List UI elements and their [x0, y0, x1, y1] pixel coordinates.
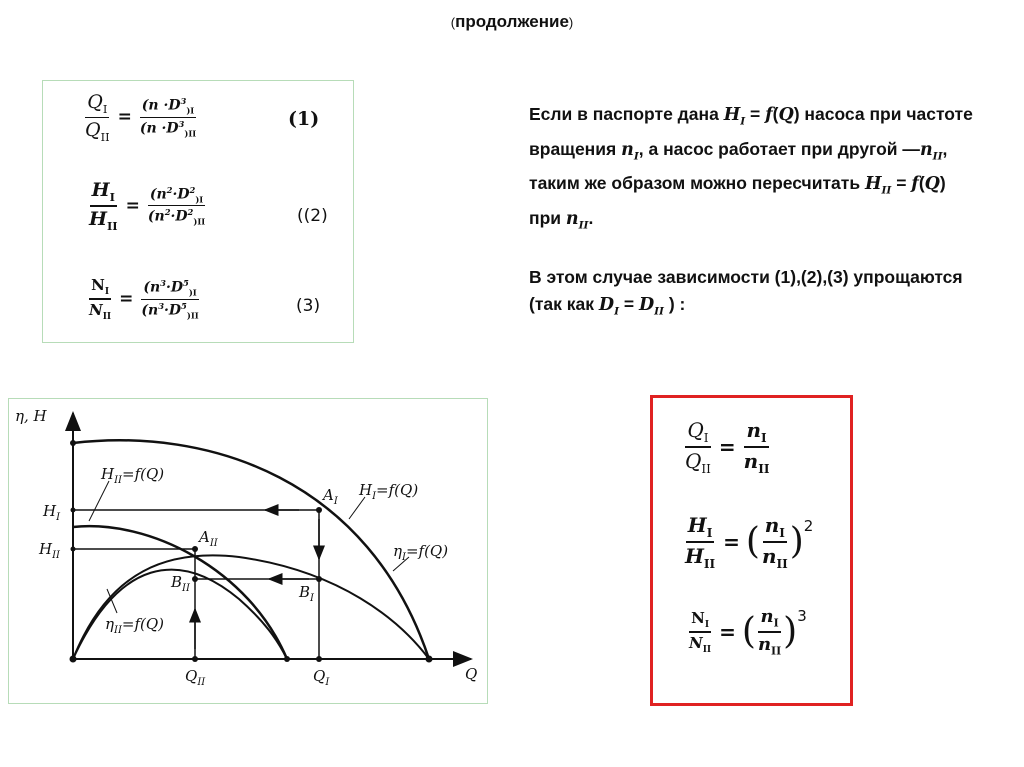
q2-tick-label: $Q_{II}$ — [185, 667, 206, 688]
point-b2-label: $B_{II}$ — [171, 573, 190, 594]
point-b1-label: $B_I$ — [299, 583, 314, 604]
formula-3: $\frac{N_I}{N_{II}}$ = $\frac{(n^3\cdot D^5_{)I}}{(n^3\cdot D^5_{)II}}$ — [89, 276, 199, 322]
curve-h2 — [73, 526, 287, 659]
formula-1: $\frac{Q_I}{Q_{II}}$ = $\frac{(n \cdot D^3_{)I}}{(n \cdot D^3_{)II}}$ — [85, 91, 197, 144]
pump-curves-svg — [9, 399, 487, 703]
h2-tick-label: $H_{II}$ — [39, 540, 60, 561]
simplified-formulas-box — [650, 395, 853, 706]
slide-title: (продолжение) — [450, 12, 574, 31]
formula-3-label: (3) — [296, 296, 321, 316]
y-axis-label: η, H — [15, 407, 47, 425]
h1-tick-label: $H_I$ — [43, 502, 61, 523]
explanation-paragraph-1: Если в паспорте дана $H_I = f(Q)$ насоса при частоте вращения $n_I$, а насос работает при другой $—n_{II}$, таким же образом можно пересчитать $H_{II} = f(Q)$ при $n_{II}$. — [529, 104, 973, 231]
curve-eta1 — [73, 555, 429, 659]
formula-1-label: (1) — [288, 108, 320, 130]
simplified-formula-1: $\frac{Q_I}{Q_{II}}$ = $\frac{n_I}{n_{II}}$ — [685, 418, 770, 476]
explanation-text — [529, 101, 979, 326]
q1-tick-label: $Q_I$ — [313, 667, 330, 688]
curve-eta2-label: $\eta_{II}=f(Q)$ — [105, 615, 165, 636]
formula-2: $\frac{H_I}{H_{II}}$ = $\frac{(n^2\cdot D^2_{)I}}{(n^2\cdot D^2_{)II}}$ — [89, 179, 206, 233]
curve-h1-label: $H_I=f(Q)$ — [359, 481, 419, 502]
curve-h2-label: $H_{II}=f(Q)$ — [101, 465, 165, 486]
x-axis-label: Q — [465, 665, 478, 683]
point-a2-label: $A_{II}$ — [199, 528, 218, 549]
explanation-paragraph-2: В этом случае зависимости (1),(2),(3) упрощаются (так как $D_I = D_{II}$ ) : — [529, 267, 963, 318]
formula-2-label: ((2) — [297, 206, 328, 226]
pump-curves-diagram — [8, 398, 488, 704]
curve-eta1-label: $\eta_I=f(Q)$ — [393, 542, 449, 563]
simplified-formula-2: $\frac{H_I}{H_{II}}$ = ( $\frac{n_I}{n_{II}}$ ) 2 — [685, 513, 814, 571]
similarity-formulas-box — [42, 80, 354, 343]
point-a1-label: $A_I$ — [323, 486, 338, 507]
simplified-formula-3: $\frac{N_I}{N_{II}}$ = ( $\frac{n_I}{n_{II}}$ ) 3 — [689, 606, 807, 658]
